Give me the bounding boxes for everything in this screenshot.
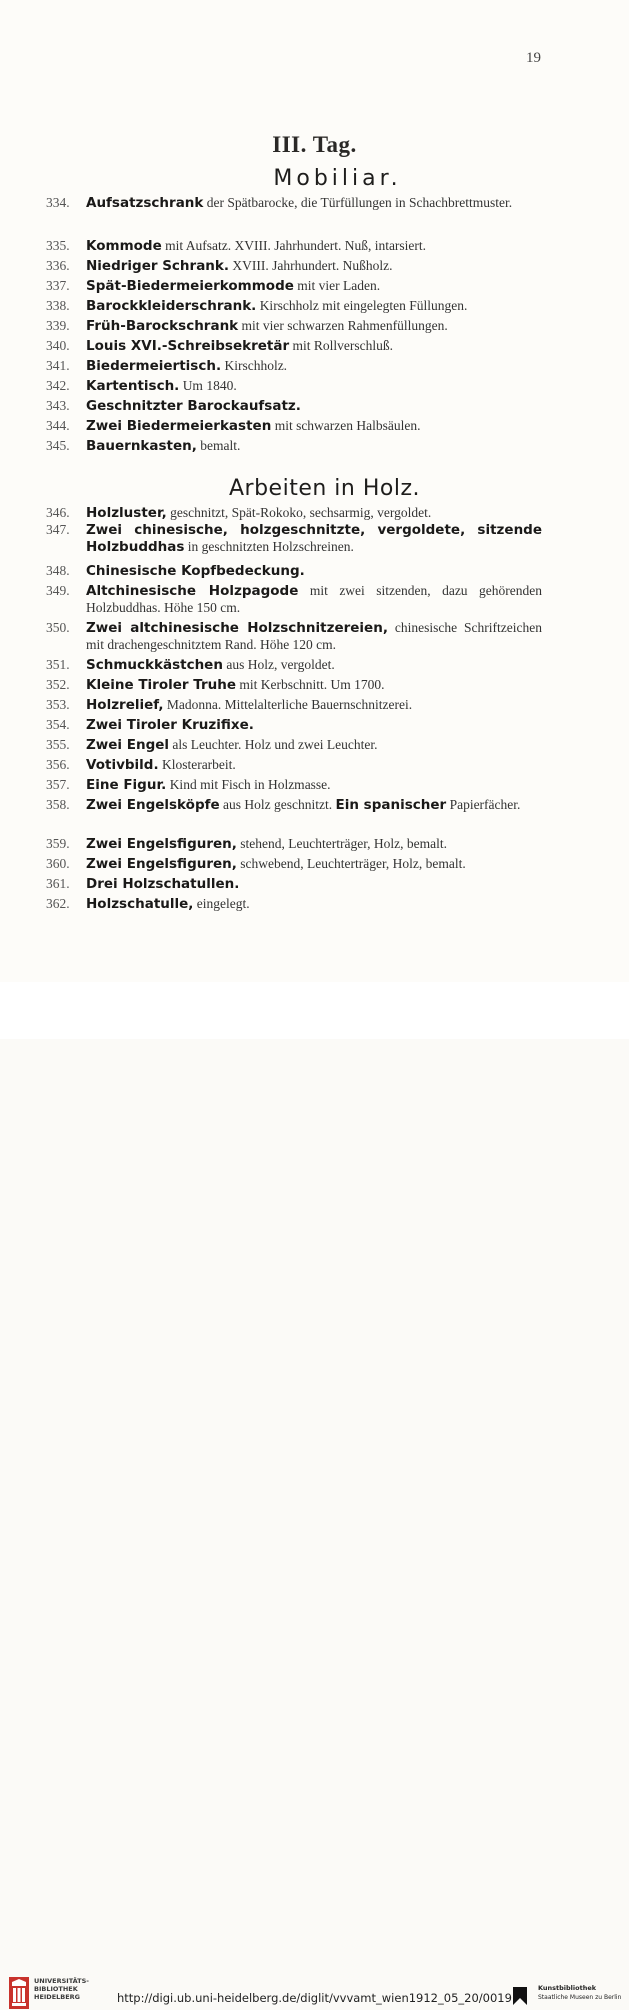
entry-name: Zwei altchinesische Holzschnitzereien, [86, 620, 388, 636]
entry-number: 335. [46, 238, 70, 253]
entry-description: mit Aufsatz. XVIII. Jahrhundert. Nuß, intarsiert. [161, 238, 427, 253]
catalog-entry [46, 418, 542, 435]
entry-name: Schmuckkästchen [86, 657, 223, 673]
entry-description: chinesische Schriftzeichen mit drachengeschnitztem Rand. Höhe 120 cm. [86, 620, 542, 652]
catalog-entry [46, 677, 542, 694]
entry-name: Barockkleiderschrank. [86, 298, 257, 314]
catalog-entry [46, 278, 542, 295]
entry-number: 339. [46, 318, 70, 333]
catalog-entry [46, 398, 542, 415]
entry-number: 359. [46, 836, 70, 851]
entry-number: 346. [46, 505, 70, 520]
catalog-entry [46, 777, 542, 794]
entry-name: Zwei Engelsfiguren, [86, 836, 237, 852]
entry-name: Holzrelief, [86, 697, 164, 713]
entry-number: 338. [46, 298, 70, 313]
entry-name: Zwei Engelsfiguren, [86, 856, 237, 872]
footer-bar [0, 982, 629, 2005]
entry-name: Kartentisch. [86, 378, 180, 394]
entry-name: Kleine Tiroler Truhe [86, 677, 237, 693]
entry-name-secondary: Ein spanischer [335, 797, 447, 813]
catalog-entry [46, 298, 542, 315]
entry-number: 342. [46, 378, 70, 393]
entry-description: XVIII. Jahrhundert. Nußholz. [229, 258, 393, 273]
entry-name: Geschnitzter Barockaufsatz. [86, 398, 301, 414]
entry-description: Klosterarbeit. [158, 757, 236, 772]
entry-name: Aufsatzschrank [86, 195, 204, 211]
entry-description: schwebend, Leuchterträger, Holz, bemalt. [236, 856, 466, 871]
university-library-logo-icon [8, 1976, 30, 2010]
entry-name: Altchinesische Holzpagode [86, 583, 299, 599]
entry-name: Zwei Biedermeierkasten [86, 418, 272, 434]
entry-description: aus Holz, vergoldet. [222, 657, 335, 672]
document-url-link[interactable]: http://digi.ub.uni-heidelberg.de/diglit/vvvamt_wien1912_05_20/0019 [117, 1991, 512, 2005]
entry-number: 354. [46, 717, 70, 732]
entry-name: Spät-Biedermeierkommode [86, 278, 294, 294]
entry-description: stehend, Leuchterträger, Holz, bemalt. [236, 836, 448, 851]
catalog-entry [46, 620, 542, 653]
entry-number: 347. [46, 522, 70, 537]
entry-number: 358. [46, 797, 70, 812]
catalog-entry [46, 378, 542, 395]
university-library-name: UNIVERSITÄTS- BIBLIOTHEK HEIDELBERG [34, 1977, 89, 2001]
entry-description: mit Rollverschluß. [289, 338, 393, 353]
entry-description: Kirschholz. [221, 358, 288, 373]
entry-name: Votivbild. [86, 757, 159, 773]
catalog-entry [46, 876, 542, 893]
kunstbibliothek-logo-icon [511, 1985, 529, 2007]
entry-description: mit schwarzen Halbsäulen. [271, 418, 421, 433]
catalog-entry [46, 836, 542, 853]
catalog-entry [46, 258, 542, 275]
entry-number: 357. [46, 777, 70, 792]
catalog-entry [46, 318, 542, 335]
entry-description: als Leuchter. Holz und zwei Leuchter. [169, 737, 378, 752]
entry-description: bemalt. [196, 438, 241, 453]
catalog-entry [46, 757, 542, 774]
entry-name: Zwei Tiroler Kruzifixe. [86, 717, 254, 733]
entry-number: 356. [46, 757, 70, 772]
entry-number: 353. [46, 697, 70, 712]
entry-description: mit vier schwarzen Rahmenfüllungen. [238, 318, 448, 333]
catalog-entry [46, 737, 542, 754]
entry-description: mit zwei sitzenden, dazu gehörenden Holzbuddhas. Höhe 150 cm. [86, 583, 542, 615]
entry-name: Kommode [86, 238, 162, 254]
entry-description: Madonna. Mittelalterliche Bauernschnitzerei. [163, 697, 413, 712]
page-number: 19 [526, 50, 541, 66]
entry-number: 345. [46, 438, 70, 453]
entry-number: 344. [46, 418, 70, 433]
catalog-entry [46, 522, 542, 555]
entry-description: der Spätbarocke, die Türfüllungen in Schachbrettmuster. [203, 195, 513, 210]
entry-name: Louis XVI.-Schreibsekretär [86, 338, 290, 354]
kunstbibliothek-name: Kunstbibliothek Staatliche Museen zu Berlin [538, 1984, 622, 2001]
entry-name: Biedermeiertisch. [86, 358, 222, 374]
entry-number: 343. [46, 398, 70, 413]
entry-name: Holzluster, [86, 505, 167, 521]
entry-number: 341. [46, 358, 70, 373]
entry-name: Früh-Barockschrank [86, 318, 239, 334]
catalog-entry [46, 896, 542, 913]
catalog-entry [46, 238, 542, 255]
entry-name: Bauernkasten, [86, 438, 197, 454]
entry-description: Kind mit Fisch in Holzmasse. [166, 777, 331, 792]
entry-number: 352. [46, 677, 70, 692]
catalog-entry [46, 438, 542, 455]
entry-name: Holzschatulle, [86, 896, 194, 912]
entry-name: Drei Holzschatullen. [86, 876, 240, 892]
entry-name: Zwei Engel [86, 737, 170, 753]
catalog-entry [46, 338, 542, 355]
entry-description: aus Holz geschnitzt. [219, 797, 336, 812]
entry-number: 360. [46, 856, 70, 871]
entry-name: Chinesische Kopfbedeckung. [86, 563, 305, 579]
document-page [0, 0, 629, 982]
entry-description: Kirschholz mit eingelegten Füllungen. [256, 298, 468, 313]
section-title-mobiliar: Mobiliar. [273, 166, 402, 191]
section-title-arbeiten-in-holz: Arbeiten in Holz. [228, 476, 420, 501]
catalog-entry [46, 856, 542, 873]
entry-description-secondary: Papierfächer. [446, 797, 521, 812]
entry-name: Eine Figur. [86, 777, 167, 793]
catalog-entry [46, 797, 542, 814]
entry-number: 337. [46, 278, 70, 293]
entry-number: 350. [46, 620, 70, 635]
catalog-entry [46, 583, 542, 616]
entry-number: 351. [46, 657, 70, 672]
catalog-entry [46, 697, 542, 714]
entry-description: mit vier Laden. [293, 278, 381, 293]
entry-number: 334. [46, 195, 70, 210]
catalog-entry [46, 505, 542, 522]
entry-description: Um 1840. [179, 378, 237, 393]
entry-number: 340. [46, 338, 70, 353]
entry-number: 355. [46, 737, 70, 752]
day-heading: III. Tag. [272, 132, 357, 157]
catalog-entry [46, 657, 542, 674]
entry-number: 348. [46, 563, 70, 578]
entry-description: in geschnitzten Holzschreinen. [184, 538, 354, 554]
entry-description: eingelegt. [193, 896, 250, 911]
entry-name: Niedriger Schrank. [86, 258, 230, 274]
catalog-entry [46, 563, 542, 580]
catalog-entry [46, 195, 542, 212]
entry-number: 361. [46, 876, 70, 891]
entry-description: geschnitzt, Spät-Rokoko, sechsarmig, vergoldet. [166, 505, 432, 520]
entry-name: Zwei Engelsköpfe [86, 797, 220, 813]
entry-name: Zwei chinesische, holzgeschnitzte, vergoldete, sitzende Holzbuddhas [86, 522, 542, 555]
entry-number: 349. [46, 583, 70, 598]
catalog-entry [46, 358, 542, 375]
entry-description: mit Kerbschnitt. Um 1700. [236, 677, 385, 692]
catalog-entry [46, 717, 542, 734]
entry-number: 362. [46, 896, 70, 911]
entry-number: 336. [46, 258, 70, 273]
